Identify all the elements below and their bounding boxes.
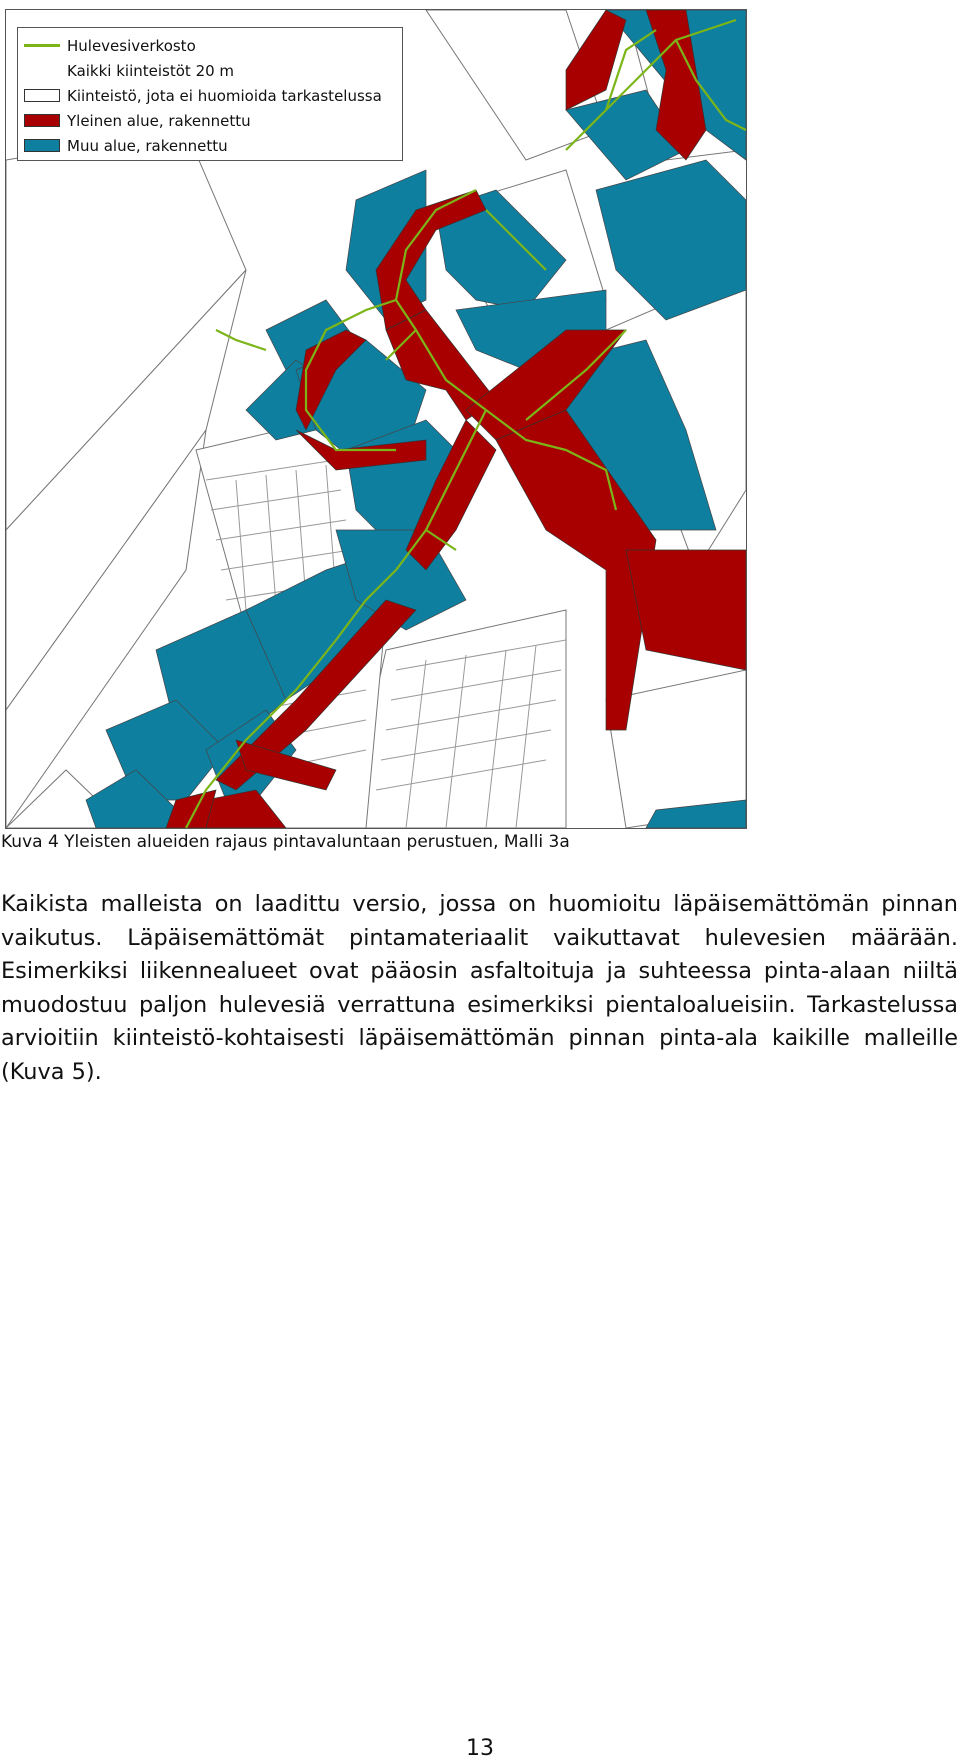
legend-label: Kaikki kiinteistöt 20 m [67,61,235,80]
legend-item-stormwater [24,33,396,58]
figure-caption: Kuva 4 Yleisten alueiden rajaus pintavaluntaan perustuen, Malli 3a [1,832,570,852]
legend-item-other-area [24,133,396,158]
legend-blue-swatch [24,139,60,152]
legend-item-all-parcels [24,58,396,83]
legend-label: Kiinteistö, jota ei huomioida tarkastelussa [67,86,382,105]
legend-item-ignored-parcel [24,83,396,108]
legend-red-swatch [24,114,60,127]
body-paragraph: Kaikista malleista on laadittu versio, jossa on huomioitu läpäisemättömän pinnan vaikutus. Läpäisemättömät pintamateriaalit vaikuttavat hulevesien määrään. Esimerkiksi liikennealueet ovat pääosin asfaltoituja ja suhteessa pinta-alaan niiltä muodostuu paljon hulevesiä verrattuna esimerkiksi pientaloalueisiin. Tarkastelussa arvioitiin kiinteistö-kohtaisesti läpäisemättömän pinnan pinta-ala kaikille malleille (Kuva 5). [1,891,958,1085]
map-legend [17,27,403,161]
map-figure [5,9,747,829]
legend-label: Hulevesiverkosto [67,36,196,55]
legend-label: Muu alue, rakennettu [67,136,228,155]
legend-line-swatch [24,44,60,47]
page-number: 13 [466,1736,494,1761]
legend-label: Yleinen alue, rakennettu [67,111,251,130]
legend-white-swatch [24,89,60,102]
legend-item-public-area [24,108,396,133]
